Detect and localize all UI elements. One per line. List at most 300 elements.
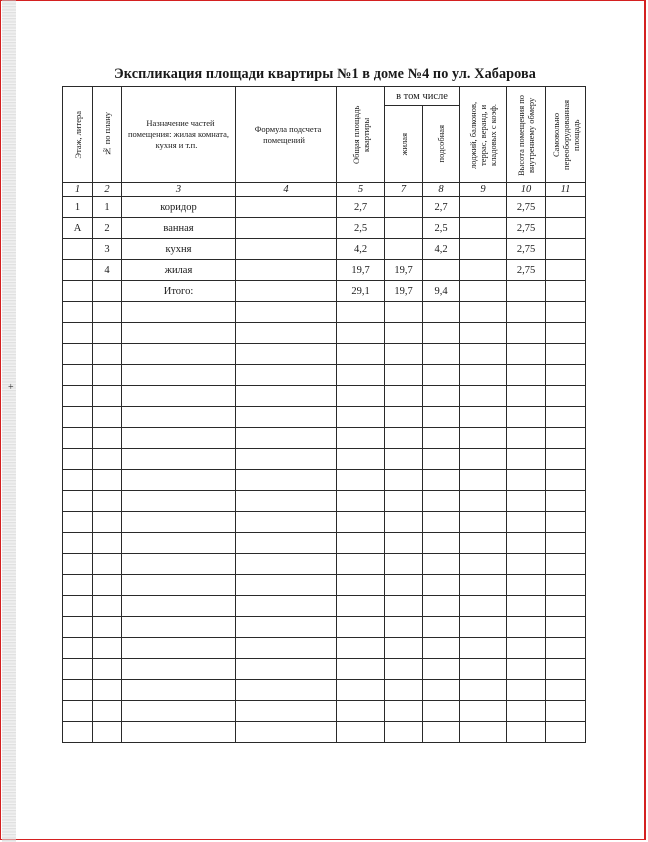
cell-total: 2,7 <box>337 197 385 218</box>
empty-cell <box>423 428 460 449</box>
empty-cell <box>423 491 460 512</box>
empty-cell <box>122 596 236 617</box>
empty-cell <box>122 344 236 365</box>
cell-floor: А <box>63 218 93 239</box>
cell-no: 3 <box>93 239 122 260</box>
empty-row <box>63 323 586 344</box>
empty-cell <box>236 722 337 743</box>
empty-cell <box>63 470 93 491</box>
empty-cell <box>385 344 423 365</box>
empty-row <box>63 533 586 554</box>
cell-name: ванная <box>122 218 236 239</box>
empty-cell <box>93 554 122 575</box>
empty-cell <box>507 722 546 743</box>
header-auxiliary: подсобная <box>423 106 460 183</box>
empty-cell <box>337 449 385 470</box>
empty-cell <box>122 680 236 701</box>
empty-cell <box>93 302 122 323</box>
total-cell-unauth <box>546 281 586 302</box>
table-row <box>63 260 586 281</box>
empty-cell <box>423 302 460 323</box>
empty-cell <box>63 638 93 659</box>
cell-aux <box>423 260 460 281</box>
empty-cell <box>460 365 507 386</box>
empty-cell <box>63 659 93 680</box>
empty-cell <box>423 722 460 743</box>
empty-cell <box>507 449 546 470</box>
empty-cell <box>507 533 546 554</box>
empty-cell <box>385 449 423 470</box>
empty-cell <box>337 512 385 533</box>
cell-unauth <box>546 260 586 281</box>
empty-cell <box>546 428 586 449</box>
empty-cell <box>93 659 122 680</box>
empty-cell <box>122 722 236 743</box>
empty-cell <box>63 722 93 743</box>
empty-cell <box>423 365 460 386</box>
empty-cell <box>385 407 423 428</box>
empty-cell <box>460 302 507 323</box>
empty-cell <box>385 596 423 617</box>
empty-cell <box>546 344 586 365</box>
column-number-row: 1 2 3 4 5 7 8 9 10 11 <box>63 183 586 197</box>
cell-formula <box>236 197 337 218</box>
empty-cell <box>122 302 236 323</box>
total-cell-no <box>93 281 122 302</box>
cell-total: 2,5 <box>337 218 385 239</box>
empty-cell <box>93 680 122 701</box>
cell-no: 2 <box>93 218 122 239</box>
empty-cell <box>460 659 507 680</box>
empty-row <box>63 407 586 428</box>
empty-cell <box>507 575 546 596</box>
cell-no: 1 <box>93 197 122 218</box>
empty-cell <box>63 449 93 470</box>
header-height: Высота помещения по внутреннему обмеру <box>507 87 546 183</box>
table-row <box>63 218 586 239</box>
empty-cell <box>337 491 385 512</box>
empty-cell <box>63 428 93 449</box>
empty-cell <box>122 491 236 512</box>
empty-cell <box>236 701 337 722</box>
empty-cell <box>337 659 385 680</box>
empty-cell <box>122 512 236 533</box>
empty-row <box>63 470 586 491</box>
empty-cell <box>93 617 122 638</box>
cell-height: 2,75 <box>507 260 546 281</box>
empty-row <box>63 638 586 659</box>
empty-cell <box>546 449 586 470</box>
empty-cell <box>507 365 546 386</box>
empty-cell <box>507 491 546 512</box>
empty-cell <box>122 701 236 722</box>
empty-cell <box>546 575 586 596</box>
empty-cell <box>236 680 337 701</box>
empty-cell <box>93 428 122 449</box>
cell-living <box>385 218 423 239</box>
empty-cell <box>93 533 122 554</box>
total-cell-floor <box>63 281 93 302</box>
total-row <box>63 281 586 302</box>
empty-cell <box>122 659 236 680</box>
empty-cell <box>385 533 423 554</box>
empty-cell <box>337 533 385 554</box>
empty-cell <box>385 470 423 491</box>
cell-living <box>385 197 423 218</box>
empty-cell <box>63 365 93 386</box>
empty-cell <box>63 491 93 512</box>
empty-cell <box>507 428 546 449</box>
empty-cell <box>236 596 337 617</box>
empty-row <box>63 701 586 722</box>
empty-cell <box>546 701 586 722</box>
empty-row <box>63 575 586 596</box>
header-loggia: лоджий, балконов, террас, веранд, и кладовых с коэф. <box>460 87 507 183</box>
empty-cell <box>337 428 385 449</box>
empty-cell <box>460 575 507 596</box>
empty-row <box>63 365 586 386</box>
total-cell-living: 19,7 <box>385 281 423 302</box>
cell-name: кухня <box>122 239 236 260</box>
empty-cell <box>385 386 423 407</box>
total-cell-formula <box>236 281 337 302</box>
empty-cell <box>337 323 385 344</box>
cell-formula <box>236 239 337 260</box>
empty-cell <box>423 449 460 470</box>
empty-cell <box>460 701 507 722</box>
empty-row <box>63 617 586 638</box>
cell-total: 4,2 <box>337 239 385 260</box>
empty-cell <box>122 449 236 470</box>
empty-cell <box>385 617 423 638</box>
empty-cell <box>337 554 385 575</box>
empty-cell <box>122 323 236 344</box>
cell-loggia <box>460 197 507 218</box>
empty-row <box>63 449 586 470</box>
empty-cell <box>63 407 93 428</box>
empty-cell <box>236 386 337 407</box>
empty-cell <box>337 365 385 386</box>
empty-cell <box>546 638 586 659</box>
empty-cell <box>423 512 460 533</box>
empty-cell <box>63 680 93 701</box>
cell-total: 19,7 <box>337 260 385 281</box>
cell-name: жилая <box>122 260 236 281</box>
empty-cell <box>63 554 93 575</box>
cell-unauth <box>546 218 586 239</box>
empty-cell <box>337 722 385 743</box>
empty-cell <box>546 407 586 428</box>
empty-cell <box>423 533 460 554</box>
empty-cell <box>236 449 337 470</box>
empty-cell <box>507 470 546 491</box>
empty-cell <box>63 344 93 365</box>
empty-cell <box>93 638 122 659</box>
empty-cell <box>63 617 93 638</box>
header-formula: Формула подсчета помещений <box>236 87 337 183</box>
cell-no: 4 <box>93 260 122 281</box>
empty-cell <box>460 722 507 743</box>
empty-cell <box>122 617 236 638</box>
binding-mark: + <box>8 382 14 393</box>
empty-cell <box>63 386 93 407</box>
empty-cell <box>507 617 546 638</box>
cell-unauth <box>546 239 586 260</box>
empty-cell <box>507 386 546 407</box>
empty-cell <box>385 302 423 323</box>
empty-cell <box>423 701 460 722</box>
empty-cell <box>236 554 337 575</box>
empty-cell <box>460 491 507 512</box>
empty-cell <box>546 659 586 680</box>
empty-cell <box>63 575 93 596</box>
empty-cell <box>236 428 337 449</box>
empty-cell <box>236 533 337 554</box>
cell-loggia <box>460 260 507 281</box>
empty-cell <box>546 302 586 323</box>
empty-cell <box>507 512 546 533</box>
empty-row <box>63 512 586 533</box>
empty-cell <box>546 722 586 743</box>
empty-cell <box>63 596 93 617</box>
cell-aux: 4,2 <box>423 239 460 260</box>
empty-cell <box>423 575 460 596</box>
empty-cell <box>546 533 586 554</box>
empty-cell <box>423 344 460 365</box>
cell-loggia <box>460 239 507 260</box>
empty-cell <box>507 407 546 428</box>
empty-row <box>63 386 586 407</box>
empty-cell <box>337 680 385 701</box>
empty-cell <box>337 596 385 617</box>
total-cell-aux: 9,4 <box>423 281 460 302</box>
empty-cell <box>423 680 460 701</box>
empty-cell <box>423 407 460 428</box>
total-cell-loggia <box>460 281 507 302</box>
empty-cell <box>546 470 586 491</box>
empty-cell <box>385 701 423 722</box>
empty-row <box>63 302 586 323</box>
empty-cell <box>122 533 236 554</box>
empty-cell <box>236 302 337 323</box>
empty-cell <box>122 638 236 659</box>
empty-cell <box>460 617 507 638</box>
cell-unauth <box>546 197 586 218</box>
total-cell-height <box>507 281 546 302</box>
empty-cell <box>460 449 507 470</box>
empty-cell <box>423 554 460 575</box>
empty-cell <box>546 554 586 575</box>
empty-row <box>63 659 586 680</box>
empty-cell <box>507 596 546 617</box>
empty-cell <box>122 365 236 386</box>
empty-row <box>63 596 586 617</box>
empty-cell <box>546 323 586 344</box>
empty-cell <box>236 638 337 659</box>
empty-cell <box>93 344 122 365</box>
cell-floor: 1 <box>63 197 93 218</box>
header-plan-no: № по плану <box>93 87 122 183</box>
cell-height: 2,75 <box>507 218 546 239</box>
empty-cell <box>236 512 337 533</box>
empty-cell <box>93 512 122 533</box>
empty-cell <box>385 323 423 344</box>
empty-cell <box>337 344 385 365</box>
empty-cell <box>546 365 586 386</box>
empty-cell <box>337 470 385 491</box>
cell-living <box>385 239 423 260</box>
empty-cell <box>423 596 460 617</box>
empty-cell <box>337 575 385 596</box>
empty-cell <box>122 554 236 575</box>
cell-formula <box>236 218 337 239</box>
empty-cell <box>122 575 236 596</box>
empty-cell <box>507 302 546 323</box>
empty-cell <box>507 554 546 575</box>
empty-cell <box>63 323 93 344</box>
empty-cell <box>385 428 423 449</box>
empty-cell <box>423 470 460 491</box>
empty-cell <box>337 302 385 323</box>
empty-cell <box>93 575 122 596</box>
empty-cell <box>93 491 122 512</box>
empty-row <box>63 344 586 365</box>
empty-cell <box>236 575 337 596</box>
header-unauthorized: Самовольно переоборудованная площадь <box>546 87 586 183</box>
empty-cell <box>385 512 423 533</box>
empty-cell <box>423 323 460 344</box>
empty-cell <box>93 596 122 617</box>
header-including: в том числе <box>385 87 460 106</box>
empty-cell <box>385 365 423 386</box>
empty-cell <box>460 470 507 491</box>
cell-height: 2,75 <box>507 197 546 218</box>
header-living: жилая <box>385 106 423 183</box>
empty-cell <box>460 323 507 344</box>
header-floor: Этаж, литера <box>63 87 93 183</box>
empty-cell <box>236 323 337 344</box>
empty-cell <box>546 680 586 701</box>
empty-cell <box>337 638 385 659</box>
cell-aux: 2,7 <box>423 197 460 218</box>
cell-floor <box>63 239 93 260</box>
empty-cell <box>423 638 460 659</box>
empty-cell <box>507 680 546 701</box>
explication-table <box>62 86 586 743</box>
empty-cell <box>423 617 460 638</box>
cell-height: 2,75 <box>507 239 546 260</box>
empty-cell <box>507 344 546 365</box>
empty-cell <box>460 680 507 701</box>
empty-cell <box>337 701 385 722</box>
empty-cell <box>385 554 423 575</box>
empty-cell <box>93 386 122 407</box>
empty-cell <box>122 428 236 449</box>
empty-cell <box>460 428 507 449</box>
empty-cell <box>236 365 337 386</box>
empty-cell <box>546 617 586 638</box>
empty-row <box>63 554 586 575</box>
empty-cell <box>236 470 337 491</box>
empty-cell <box>122 407 236 428</box>
table-row <box>63 239 586 260</box>
empty-cell <box>460 596 507 617</box>
empty-row <box>63 491 586 512</box>
empty-cell <box>93 449 122 470</box>
empty-cell <box>385 659 423 680</box>
empty-cell <box>546 491 586 512</box>
empty-cell <box>385 638 423 659</box>
empty-cell <box>385 680 423 701</box>
empty-cell <box>236 617 337 638</box>
empty-cell <box>63 533 93 554</box>
empty-cell <box>63 512 93 533</box>
empty-cell <box>460 638 507 659</box>
empty-cell <box>460 554 507 575</box>
empty-cell <box>93 701 122 722</box>
total-cell-name: Итого: <box>122 281 236 302</box>
empty-cell <box>122 470 236 491</box>
empty-row <box>63 722 586 743</box>
header-total: Общая площадь квартиры <box>337 87 385 183</box>
empty-cell <box>122 386 236 407</box>
binding-edge <box>2 0 16 842</box>
empty-cell <box>93 365 122 386</box>
empty-cell <box>423 386 460 407</box>
empty-cell <box>63 302 93 323</box>
empty-cell <box>63 701 93 722</box>
empty-cell <box>460 512 507 533</box>
empty-cell <box>460 386 507 407</box>
empty-row <box>63 428 586 449</box>
empty-cell <box>236 659 337 680</box>
empty-cell <box>93 470 122 491</box>
empty-cell <box>93 722 122 743</box>
empty-cell <box>423 659 460 680</box>
empty-cell <box>337 617 385 638</box>
empty-cell <box>507 659 546 680</box>
total-cell-total: 29,1 <box>337 281 385 302</box>
empty-cell <box>337 407 385 428</box>
empty-cell <box>546 596 586 617</box>
cell-aux: 2,5 <box>423 218 460 239</box>
empty-cell <box>236 407 337 428</box>
empty-cell <box>546 512 586 533</box>
empty-row <box>63 680 586 701</box>
empty-cell <box>507 638 546 659</box>
cell-living: 19,7 <box>385 260 423 281</box>
empty-cell <box>385 722 423 743</box>
empty-cell <box>507 701 546 722</box>
empty-cell <box>460 533 507 554</box>
empty-cell <box>236 344 337 365</box>
document-title: Экспликация площади квартиры №1 в доме №4 по ул. Хабарова <box>114 66 536 82</box>
cell-loggia <box>460 218 507 239</box>
cell-floor <box>63 260 93 281</box>
empty-cell <box>93 407 122 428</box>
empty-cell <box>337 386 385 407</box>
empty-cell <box>236 491 337 512</box>
empty-cell <box>93 323 122 344</box>
empty-cell <box>385 491 423 512</box>
table-row <box>63 197 586 218</box>
empty-cell <box>385 575 423 596</box>
empty-cell <box>460 344 507 365</box>
cell-name: коридор <box>122 197 236 218</box>
empty-cell <box>507 323 546 344</box>
empty-cell <box>460 407 507 428</box>
header-purpose: Назначение частей помещения: жилая комната, кухня и т.п. <box>122 87 236 183</box>
